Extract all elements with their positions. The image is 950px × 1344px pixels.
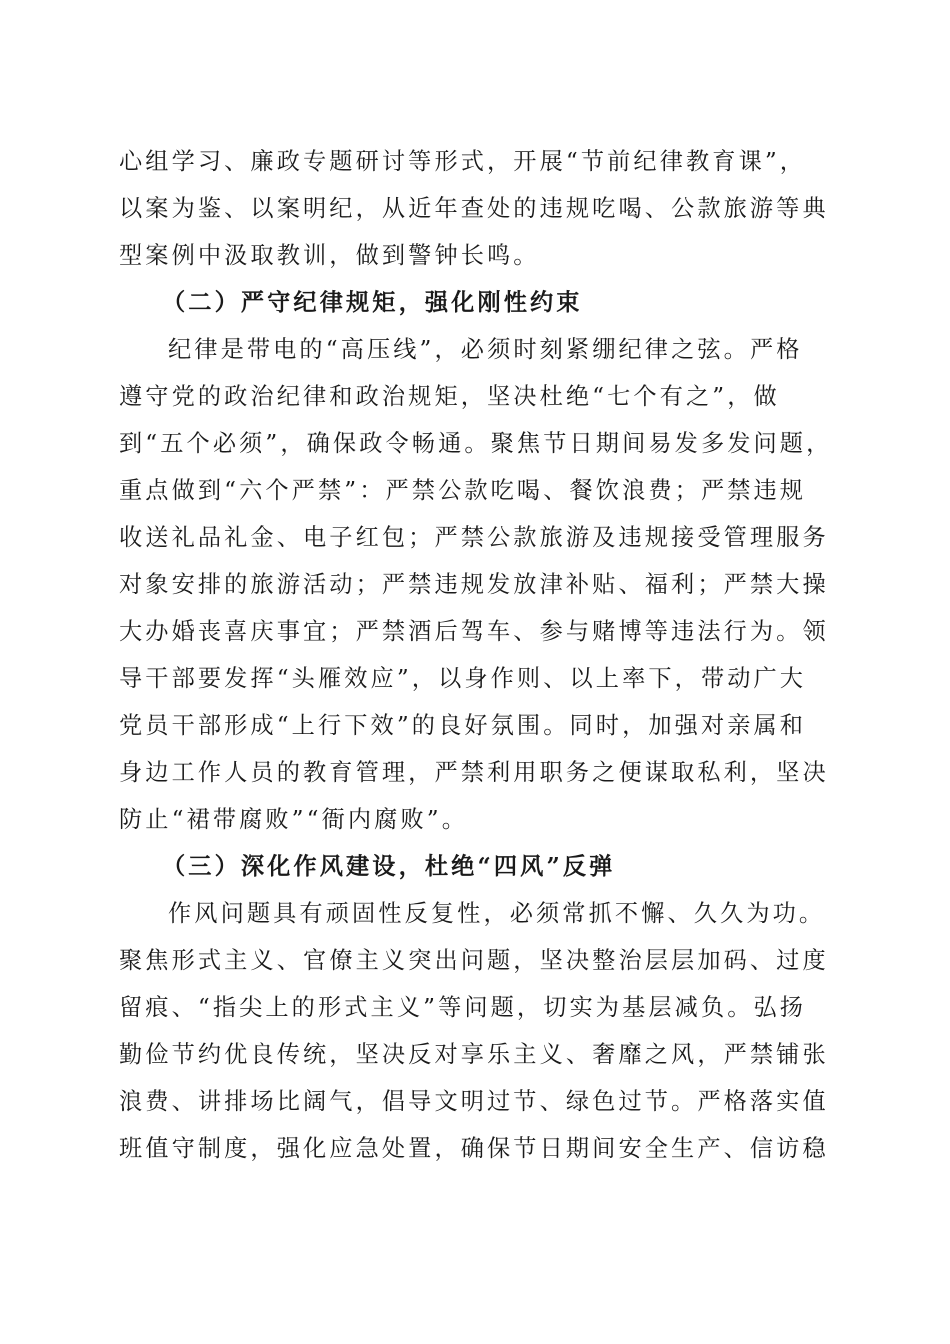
text-line: 到“五个必须”，确保政令畅通。聚焦节日期间易发多发问题， — [119, 430, 833, 457]
section-heading: （二）严守纪律规矩，强化刚性约束 — [162, 289, 583, 316]
text-line: 浪费、讲排场比阔气，倡导文明过节、绿色过节。严格落实值 — [119, 1088, 829, 1115]
text-line: 留痕、“指尖上的形式主义”等问题，切实为基层减负。弘扬 — [119, 994, 807, 1021]
section-heading: （三）深化作风建设，杜绝“四风”反弹 — [162, 853, 616, 880]
text-line: 大办婚丧喜庆事宜；严禁酒后驾车、参与赌博等违法行为。领 — [119, 618, 829, 645]
text-line: 防止“裙带腐败”“衙内腐败”。 — [119, 806, 468, 833]
text-line: 以案为鉴、以案明纪，从近年查处的违规吃喝、公款旅游等典 — [119, 195, 829, 222]
text-line: 作风问题具有顽固性反复性，必须常抓不懈、久久为功。 — [168, 900, 826, 927]
text-line: 型案例中汲取教训，做到警钟长鸣。 — [119, 242, 540, 269]
text-line: 班值守制度，强化应急处置，确保节日期间安全生产、信访稳 — [119, 1135, 829, 1162]
text-line: 导干部要发挥“头雁效应”，以身作则、以上率下，带动广大 — [119, 665, 807, 692]
text-line: 勤俭节约优良传统，坚决反对享乐主义、奢靡之风，严禁铺张 — [119, 1041, 829, 1068]
text-line: 聚焦形式主义、官僚主义突出问题，坚决整治层层加码、过度 — [119, 947, 829, 974]
text-line: 对象安排的旅游活动；严禁违规发放津补贴、福利；严禁大操 — [119, 571, 829, 598]
text-line: 遵守党的政治纪律和政治规矩，坚决杜绝“七个有之”，做 — [119, 383, 780, 410]
text-line: 心组学习、廉政专题研讨等形式，开展“节前纪律教育课”， — [119, 148, 807, 175]
text-line: 纪律是带电的“高压线”，必须时刻紧绷纪律之弦。严格 — [168, 336, 803, 363]
text-line: 重点做到“六个严禁”：严禁公款吃喝、餐饮浪费；严禁违规 — [119, 477, 807, 504]
text-line: 党员干部形成“上行下效”的良好氛围。同时，加强对亲属和 — [119, 712, 807, 739]
text-line: 收送礼品礼金、电子红包；严禁公款旅游及违规接受管理服务 — [119, 524, 829, 551]
text-line: 身边工作人员的教育管理，严禁利用职务之便谋取私利，坚决 — [119, 759, 829, 786]
